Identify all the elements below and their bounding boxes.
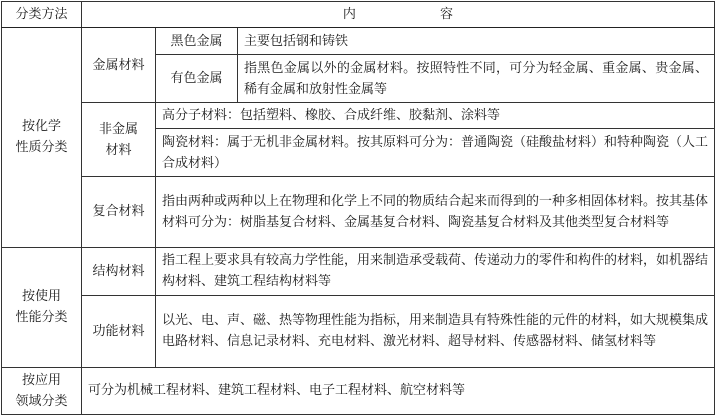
table-row-polymer (2, 103, 715, 129)
header-content (82, 2, 715, 28)
ferrous-label: 黑色金属 (156, 28, 238, 55)
nonmetal-label: 非金属 材料 (82, 103, 156, 177)
material-classification-table (1, 1, 715, 415)
functional-desc: 以光、电、声、磁、热等物理性能为指标，用来制造具有特殊性能的元件的材料，如大规模集成电路材料、信息记录材料、充电材料、激光材料、超导材料、传感器材料、储氢材料等 (156, 295, 715, 367)
header-content-text: 内 容 (342, 7, 494, 22)
polymer-desc: 高分子材料：包括塑料、橡胶、合成纤维、胶黏剂、涂料等 (156, 103, 715, 129)
metal-label: 金属材料 (82, 28, 156, 103)
table-row-functional (2, 295, 715, 367)
chemical-category: 按化学 性质分类 (2, 28, 82, 248)
nonferrous-label: 有色金属 (156, 55, 238, 103)
application-category: 按应用 领域分类 (2, 367, 82, 414)
structural-desc: 指工程上要求具有较高力学性能，用来制造承受载荷、传递动力的零件和构件的材料，如机器结构材料、建筑工程结构材料等 (156, 247, 715, 295)
header-row (2, 2, 715, 28)
composite-label: 复合材料 (82, 177, 156, 247)
table-row-composite (2, 177, 715, 247)
structural-label: 结构材料 (82, 247, 156, 295)
application-desc: 可分为机械工程材料、建筑工程材料、电子工程材料、航空材料等 (82, 367, 715, 414)
nonferrous-desc: 指黑色金属以外的金属材料。按照特性不同，可分为轻金属、重金属、贵金属、稀有金属和放射性金属等 (238, 55, 715, 103)
composite-desc: 指由两种或两种以上在物理和化学上不同的物质结合起来而得到的一种多相固体材料。按其基体材料可分为：树脂基复合材料、金属基复合材料、陶瓷基复合材料及其他类型复合材料等 (156, 177, 715, 247)
performance-category: 按使用 性能分类 (2, 247, 82, 367)
ceramic-desc: 陶瓷材料：属于无机非金属材料。按其原料可分为：普通陶瓷（硅酸盐材料）和特种陶瓷（人工合成材料） (156, 129, 715, 177)
table-row-ferrous (2, 28, 715, 55)
table-row-structural (2, 247, 715, 295)
table-row-application (2, 367, 715, 414)
functional-label: 功能材料 (82, 295, 156, 367)
header-method: 分类方法 (2, 2, 82, 28)
ferrous-desc: 主要包括钢和铸铁 (238, 28, 715, 55)
